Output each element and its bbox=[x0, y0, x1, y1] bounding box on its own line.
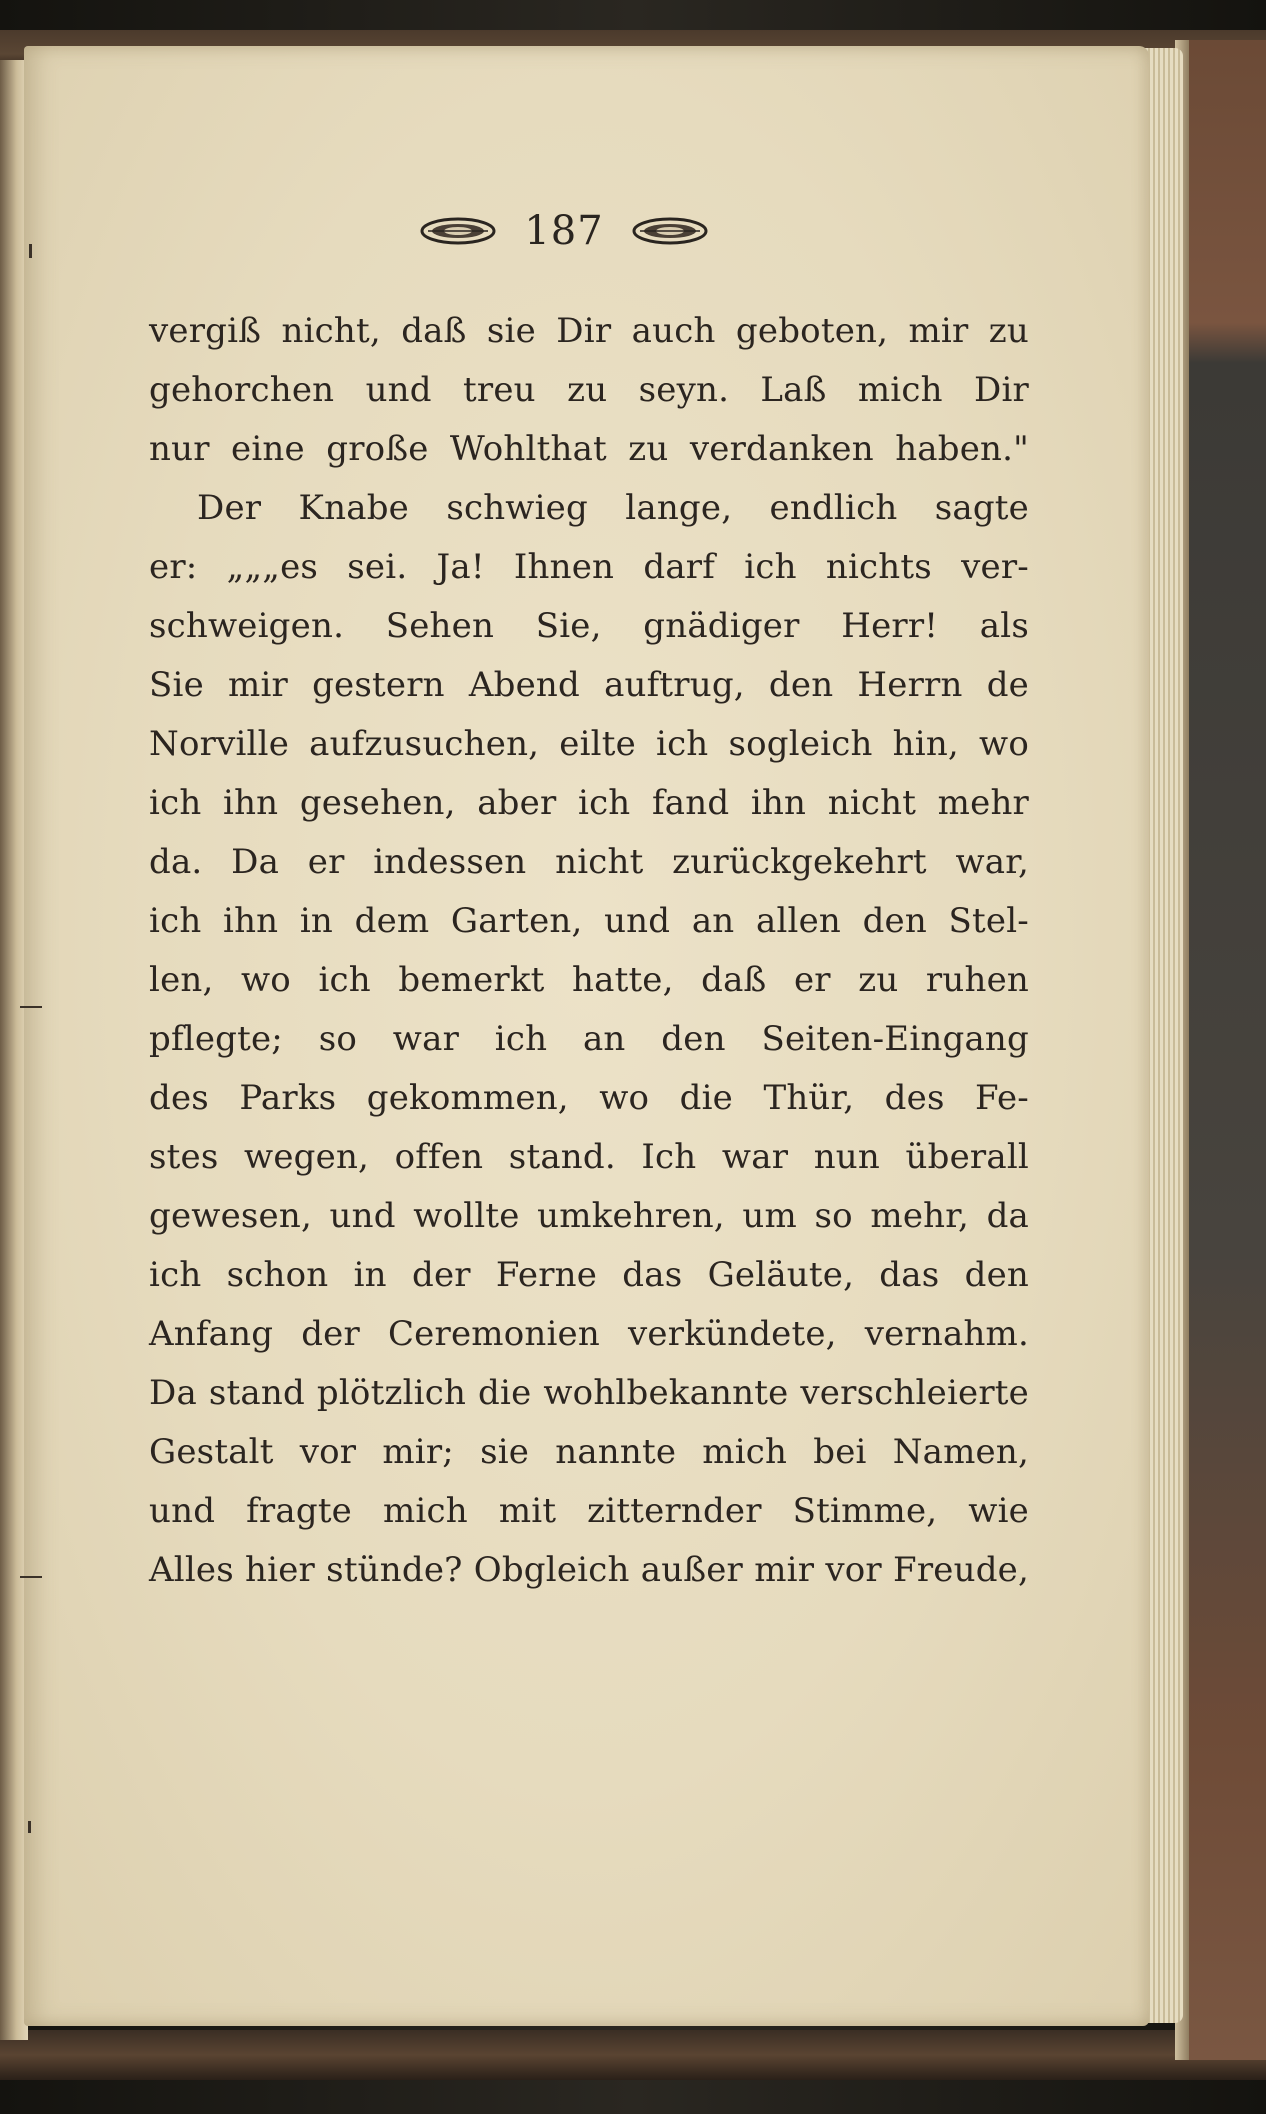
text-line: und fragte mich mit zitternder Stimme, wie bbox=[149, 1491, 1029, 1531]
text-line: vergiß nicht, daß sie Dir auch geboten, mir zu bbox=[149, 311, 1029, 351]
text-line: Sie mir gestern Abend auftrug, den Herrn de bbox=[149, 665, 1029, 705]
text-line: ich schon in der Ferne das Geläute, das den bbox=[149, 1255, 1029, 1295]
margin-mark bbox=[20, 1006, 42, 1008]
page-body-text bbox=[149, 302, 1029, 1600]
text-line: da. Da er indessen nicht zurückgekehrt war, bbox=[149, 842, 1029, 882]
margin-mark bbox=[29, 244, 32, 258]
floral-ornament-icon bbox=[632, 216, 708, 246]
text-line: Anfang der Ceremonien verkündete, vernahm. bbox=[149, 1314, 1029, 1354]
text-line: schweigen. Sehen Sie, gnädiger Herr! als bbox=[149, 606, 1029, 646]
text-line: Gestalt vor mir; sie nannte mich bei Namen, bbox=[149, 1432, 1029, 1472]
page-number: 187 bbox=[524, 208, 604, 254]
text-line: nur eine große Wohlthat zu verdanken haben." bbox=[149, 429, 1029, 469]
text-line: Da stand plötzlich die wohlbekannte verschleierte bbox=[149, 1373, 1029, 1413]
text-line: des Parks gekommen, wo die Thür, des Fe- bbox=[149, 1078, 1029, 1118]
text-line: pflegte; so war ich an den Seiten-Eingang bbox=[149, 1019, 1029, 1059]
text-line: er: „„„es sei. Ja! Ihnen darf ich nichts ver- bbox=[149, 547, 1029, 587]
book-page bbox=[24, 46, 1149, 2026]
margin-mark bbox=[20, 1576, 42, 1578]
floral-ornament-icon bbox=[420, 216, 496, 246]
text-line: ich ihn in dem Garten, und an allen den Stel- bbox=[149, 901, 1029, 941]
text-line: gewesen, und wollte umkehren, um so mehr, da bbox=[149, 1196, 1029, 1236]
book-cover-bottom-edge bbox=[0, 2030, 1266, 2080]
text-line: gehorchen und treu zu seyn. Laß mich Dir bbox=[149, 370, 1029, 410]
text-line: Der Knabe schwieg lange, endlich sagte bbox=[197, 488, 1029, 528]
text-line: Alles hier stünde? Obgleich außer mir vor Freude, bbox=[149, 1550, 1029, 1590]
page-header bbox=[384, 196, 744, 266]
text-line: stes wegen, offen stand. Ich war nun überall bbox=[149, 1137, 1029, 1177]
text-line: Norville aufzusuchen, eilte ich sogleich hin, wo bbox=[149, 724, 1029, 764]
text-line: len, wo ich bemerkt hatte, daß er zu ruhen bbox=[149, 960, 1029, 1000]
text-line: ich ihn gesehen, aber ich fand ihn nicht mehr bbox=[149, 783, 1029, 823]
book-cover-right-edge bbox=[1175, 40, 1266, 2060]
margin-mark bbox=[28, 1821, 31, 1833]
